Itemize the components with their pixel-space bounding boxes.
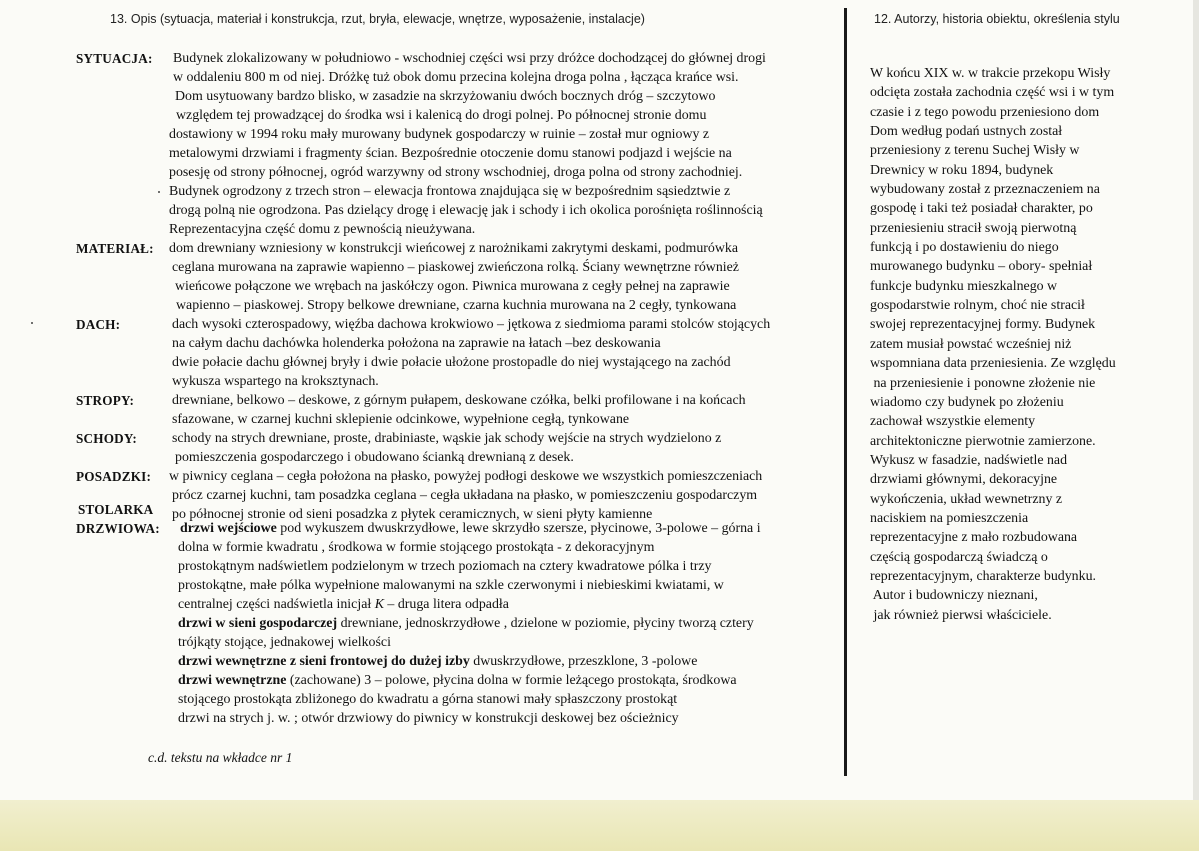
schody-line: schody na strych drewniane, proste, drabiniaste, wąskie jak schody wejście na strych wydzielono z bbox=[172, 431, 722, 446]
sytuacja-line: dostawiony w 1994 roku mały murowany budynek gospodarczy w ruinie – został mur ogniowy z bbox=[169, 127, 710, 142]
material-line: ceglana murowana na zaprawie wapienno – piaskowej zwieńczona rolką. Ściany wewnętrzne również bbox=[172, 260, 739, 275]
dach-line: na całym dachu dachówka holenderka położona na zaprawie na łatach –bez deskowania bbox=[172, 336, 661, 351]
history-line: zachował wszystkie elementy bbox=[870, 414, 1036, 430]
history-line: funkcje budynku mieszkalnego w bbox=[870, 278, 1058, 294]
material-line: wieńcowe połączone we wrębach na jaskółczy ogon. Piwnica murowana z cegły pełnej na zaprawie bbox=[175, 279, 730, 294]
column-divider bbox=[844, 8, 847, 776]
sytuacja-line: w oddaleniu 800 m od niej. Dróżkę tuż obok domu przecina kolejna droga polna , łącząca krańce wsi. bbox=[173, 70, 739, 85]
section-label-material: MATERIAŁ: bbox=[76, 241, 154, 256]
posadzki-line: po północnej stronie od sieni posadzka z płytek ceramicznych, w sieni płyty kamienne bbox=[172, 507, 653, 522]
drzwiowa-line: dolna w formie kwadratu , środkowa w formie stojącego prostokąta - z dekoracyjnym bbox=[178, 540, 655, 555]
history-line: naciskiem na pomieszczenia bbox=[870, 510, 1029, 526]
sytuacja-line: Budynek ogrodzony z trzech stron – elewacja frontowa znajdująca się w bezpośrednim sąsiedztwie z bbox=[169, 184, 731, 199]
history-line: Autor i budowniczy nieznani, bbox=[870, 588, 1038, 604]
history-line: odcięta została zachodnia część wsi i w tym bbox=[870, 85, 1115, 101]
section-label-sytuacja: SYTUACJA: bbox=[76, 51, 153, 66]
section-label-drzwiowa: DRZWIOWA: bbox=[76, 521, 160, 536]
dach-line: wykusza wspartego na kroksztynach. bbox=[172, 374, 379, 389]
section-label-dach: DACH: bbox=[76, 317, 121, 332]
drzwiowa-line: drzwi wejściowe pod wykuszem dwuskrzydłowe, lewe skrzydło szersze, płycinowe, 3-polowe – górna i bbox=[180, 521, 761, 536]
sytuacja-line: metalowymi drzwiami i fragmenty ścian. Bezpośrednie otoczenie domu stanowi podjazd i wejście na bbox=[169, 146, 732, 161]
history-line: Wykusz w fasadzie, nadświetle nad bbox=[870, 452, 1068, 468]
drzwiowa-line: centralnej części nadświetla inicjał K – druga litera odpadła bbox=[178, 597, 509, 612]
page-right-edge bbox=[1193, 0, 1199, 800]
drzwiowa-line: drzwi w sieni gospodarczej drewniane, jednoskrzydłowe , dzielone w poziomie, płyciny tworzą cztery bbox=[178, 616, 754, 631]
history-line: częścią gospodarczą świadczą o bbox=[870, 549, 1048, 565]
history-line: jak również pierwsi właściciele. bbox=[870, 607, 1052, 623]
history-line: reprezentacyjne z mało rozbudowana bbox=[870, 530, 1078, 546]
sytuacja-line: względem tej prowadzącej do środka wsi i kalenicą do drogi polnej. Po północnej stronie domu bbox=[176, 108, 707, 123]
drzwiowa-line: prostokątne, małe pólka wypełnione malowanymi na szkle czerwonymi i niebieskimi kwiatami, w bbox=[178, 578, 724, 593]
drzwiowa-line: drzwi wewnętrzne (zachowane) 3 – polowe, płycina dolna w formie leżącego prostokąta, środkowa bbox=[178, 673, 737, 688]
history-line: na przeniesienie i ponowne złożenie nie bbox=[870, 375, 1096, 391]
history-line: Drewnicy w roku 1894, budynek bbox=[870, 162, 1054, 178]
section-label-posadzki: POSADZKI: bbox=[76, 469, 152, 484]
stray-mark bbox=[158, 191, 160, 193]
history-line: zatem musiał powstać wcześniej niż bbox=[870, 336, 1072, 352]
dach-line: dach wysoki czterospadowy, więźba dachowa krokwiowo – jętkowa z siedmioma parami stolców stojących bbox=[172, 317, 771, 332]
history-line: przeniesiony z terenu Suchej Wisły w bbox=[870, 143, 1080, 159]
left-column-header: 13. Opis (sytuacja, materiał i konstrukcja, rzut, bryła, elewacje, wnętrze, wyposażenie, instalacje) bbox=[110, 12, 645, 26]
posadzki-line: prócz czarnej kuchni, tam posadzka ceglana – cegła układana na płasko, w pomieszczeniu gospodarczym bbox=[172, 488, 758, 503]
stropy-line: sfazowane, w czarnej kuchni sklepienie odcinkowe, wypełnione cegłą, tynkowane bbox=[172, 412, 630, 427]
posadzki-line: w piwnicy ceglana – cegła położona na płasko, powyżej podłogi deskowe we wszystkich pomieszczeniach bbox=[169, 469, 763, 484]
history-line: przeniesieniu stracił swoją pierwotną bbox=[870, 220, 1077, 236]
history-line: wykończenia, układ wewnetrzny z bbox=[870, 491, 1063, 507]
material-line: dom drewniany wzniesiony w konstrukcji wieńcowej z narożnikami zakrytymi deskami, podmurówka bbox=[169, 241, 738, 256]
schody-line: pomieszczenia gospodarczego i obudowano ścianką drewnianą z desek. bbox=[175, 450, 574, 465]
history-line: murowanego budynku – obory- spełniał bbox=[870, 259, 1093, 275]
sytuacja-line: drogą polną nie ogrodzona. Pas dzielący drogę i elewację jak i schody i ich okolica porośnięta roślinnością bbox=[169, 203, 763, 218]
drzwiowa-line: drzwi wewnętrzne z sieni frontowej do dużej izby dwuskrzydłowe, przeszklone, 3 -polowe bbox=[178, 654, 698, 669]
section-label-stropy: STROPY: bbox=[76, 393, 135, 408]
sytuacja-line: Reprezentacyjna część domu z pewnością nieużywana. bbox=[169, 222, 476, 237]
drzwiowa-line: stojącego prostokąta zbliżonego do kwadratu a górna stanowi mały spłaszczony prostokąt bbox=[178, 692, 678, 707]
history-line: reprezentacyjnym, charakterze budynku. bbox=[870, 568, 1096, 584]
history-line: Dom według podań ustnych został bbox=[870, 124, 1063, 140]
drzwiowa-line: prostokątnym nadświetlem podzielonym w trzech poziomach na cztery kwadratowe pólka i trzy bbox=[178, 559, 712, 574]
sytuacja-line: Budynek zlokalizowany w południowo - wschodniej części wsi przy dróżce dochodzącej do głównej drogi bbox=[173, 51, 766, 66]
drzwiowa-line: trójkąty stojące, jednakowej wielkości bbox=[178, 635, 391, 650]
right-column-header: 12. Autorzy, historia obiektu, określenia stylu bbox=[874, 12, 1120, 26]
history-line: funkcją i po dostawieniu do niego bbox=[870, 240, 1059, 256]
history-line: wspomniana data przeniesienia. Ze względu bbox=[870, 356, 1116, 372]
history-line: gospodarstwie rolnym, choć nie stracił bbox=[870, 298, 1085, 314]
dach-line: dwie połacie dachu głównej bryły i dwie połacie ułożone prostopadle do niej wystającego na zachód bbox=[172, 355, 731, 370]
history-line: wybudowany został z przeznaczeniem na bbox=[870, 182, 1100, 198]
history-line: wiadomo czy budynek po złożeniu bbox=[870, 394, 1064, 410]
history-line: gospodę i taki też posiadał charakter, po bbox=[870, 201, 1093, 217]
history-text-column bbox=[870, 64, 1170, 625]
history-line: swojej reprezentacyjnej formy. Budynek bbox=[870, 317, 1096, 333]
history-line: czasie i z tego powodu przeniesiono dom bbox=[870, 104, 1100, 120]
scanner-bottom-band bbox=[0, 800, 1199, 851]
history-line: drzwiami głównymi, dekoracyjne bbox=[870, 472, 1058, 488]
sytuacja-line: posesję od strony północnej, ogród warzywny od strony wschodniej, droga polna od strony zachodniej. bbox=[169, 165, 743, 180]
stray-mark bbox=[31, 322, 33, 324]
material-line: wapienno – piaskowej. Stropy belkowe drewniane, czarna kuchnia murowana na 2 cegły, tynkowana bbox=[176, 298, 737, 313]
history-line: architektoniczne pierwotnie zamierzone. bbox=[870, 433, 1096, 449]
stropy-line: drewniane, belkowo – deskowe, z górnym pułapem, deskowane czółka, belki profilowane i na końcach bbox=[172, 393, 746, 408]
drzwiowa-line: drzwi na strych j. w. ; otwór drzwiowy do piwnicy w konstrukcji deskowej bez ościeżnicy bbox=[178, 711, 679, 726]
section-label-schody: SCHODY: bbox=[76, 431, 138, 446]
continuation-note: c.d. tekstu na wkładce nr 1 bbox=[148, 750, 293, 765]
section-label-stolarka: STOLARKA bbox=[78, 502, 154, 517]
sytuacja-line: Dom usytuowany bardzo blisko, w zasadzie na skrzyżowaniu dwóch bocznych dróg – szczytowo bbox=[175, 89, 716, 104]
history-line: W końcu XIX w. w trakcie przekopu Wisły bbox=[870, 66, 1111, 81]
